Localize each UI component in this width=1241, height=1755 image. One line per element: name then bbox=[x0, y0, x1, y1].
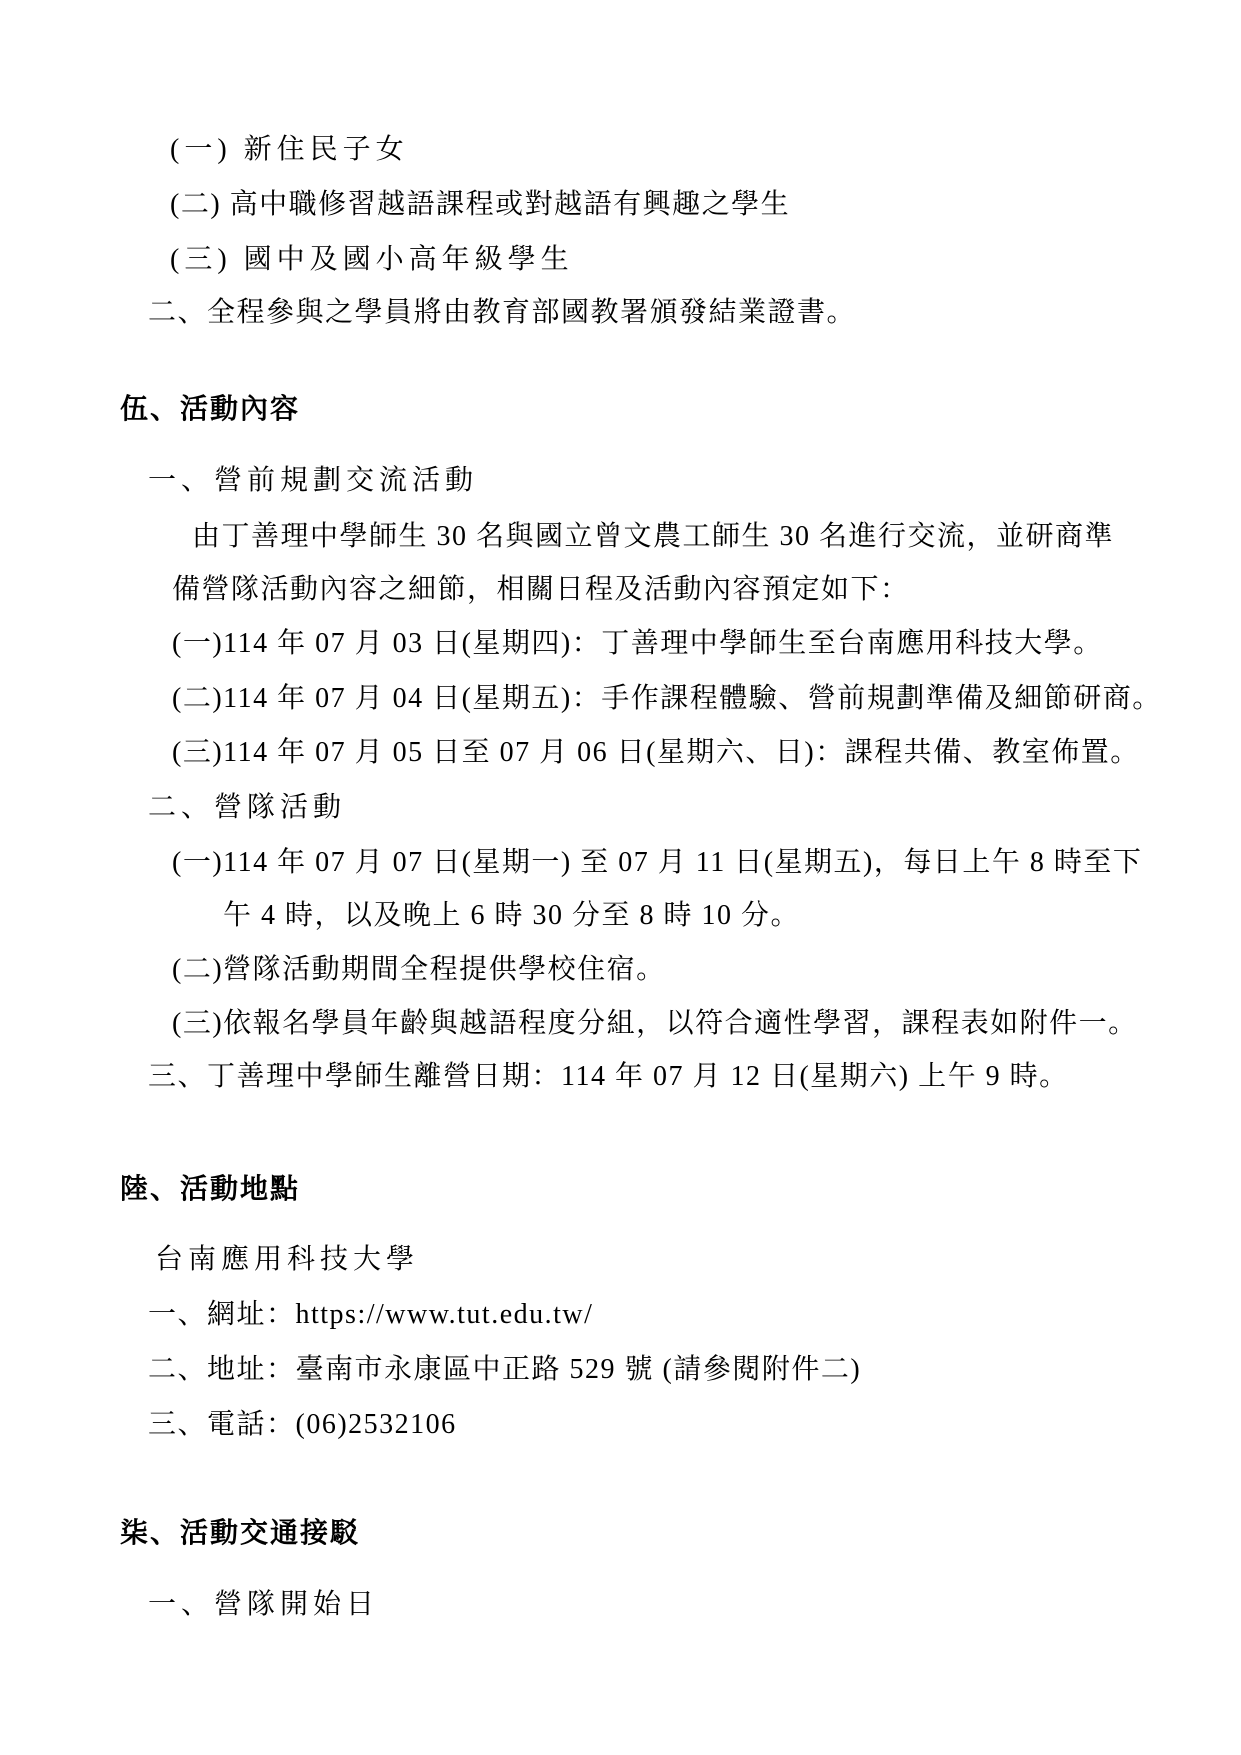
paren-item-july-04: (二)114 年 07 月 04 日(星期五)：手作課程體驗、營前規劃準備及細節研商。 bbox=[172, 683, 1162, 714]
paren-item-july-07-11-cont: 午 4 時，以及晚上 6 時 30 分至 8 時 10 分。 bbox=[223, 900, 801, 931]
item-departure-date: 三、丁善理中學師生離營日期：114 年 07 月 12 日(星期六) 上午 9 時。 bbox=[148, 1061, 1069, 1092]
paragraph-exchange-line-1: 由丁善理中學師生 30 名與國立曾文農工師生 30 名進行交流，並研商準 bbox=[192, 521, 1115, 552]
item-website-url: 一、網址：https://www.tut.edu.tw/ bbox=[148, 1299, 594, 1330]
item-address: 二、地址：臺南市永康區中正路 529 號 (請參閱附件二) bbox=[148, 1354, 862, 1385]
item-phone: 三、電話：(06)2532106 bbox=[148, 1409, 457, 1440]
paren-item-grouping: (三)依報名學員年齡與越語程度分組，以符合適性學習，課程表如附件一。 bbox=[172, 1008, 1138, 1039]
paren-item-july-05-06: (三)114 年 07 月 05 日至 07 月 06 日(星期六、日)：課程共備、教室佈置。 bbox=[172, 737, 1140, 768]
item-camp-activity: 二、營隊活動 bbox=[148, 792, 347, 823]
paragraph-university-name: 台南應用科技大學 bbox=[155, 1244, 420, 1275]
paren-item-elementary-students: (三) 國中及國小高年級學生 bbox=[170, 244, 574, 275]
paren-item-new-residents: (一) 新住民子女 bbox=[170, 134, 409, 165]
paren-item-july-03: (一)114 年 07 月 03 日(星期四)：丁善理中學師生至台南應用科技大學。 bbox=[172, 628, 1103, 659]
item-camp-start-day: 一、營隊開始日 bbox=[148, 1589, 380, 1620]
section-heading-activity-content: 伍、活動內容 bbox=[120, 394, 301, 425]
section-heading-activity-location: 陸、活動地點 bbox=[120, 1174, 301, 1205]
paren-item-july-07-11: (一)114 年 07 月 07 日(星期一) 至 07 月 11 日(星期五)，每日上午 8 時至下 bbox=[172, 847, 1143, 878]
paragraph-exchange-line-2: 備營隊活動內容之細節，相關日程及活動內容預定如下： bbox=[172, 574, 910, 605]
section-heading-transportation: 柒、活動交通接駁 bbox=[120, 1518, 361, 1549]
item-pre-camp-exchange: 一、營前規劃交流活動 bbox=[148, 465, 479, 496]
item-certificate: 二、全程參與之學員將由教育部國教署頒發結業證書。 bbox=[148, 297, 857, 328]
paren-item-highschool-students: (二) 高中職修習越語課程或對越語有興趣之學生 bbox=[170, 189, 791, 220]
paren-item-accommodation: (二)營隊活動期間全程提供學校住宿。 bbox=[172, 954, 666, 985]
